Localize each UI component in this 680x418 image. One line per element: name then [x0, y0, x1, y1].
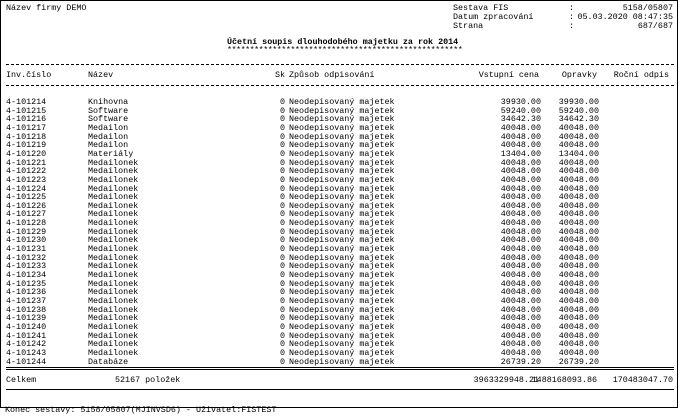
- row-nazev: Medailonek: [88, 174, 139, 185]
- row-opravky: 40048.00: [558, 174, 599, 185]
- row-sk: 0: [280, 166, 286, 177]
- row-inv-cislo: 4-101217: [6, 122, 47, 133]
- row-zpusob: Neodepisovaný majetek: [289, 321, 395, 332]
- header-rule-top: [6, 64, 674, 65]
- row-zpusob: Neodepisovaný majetek: [289, 131, 395, 142]
- row-sk: 0: [280, 356, 286, 367]
- row-opravky: 40048.00: [558, 200, 599, 211]
- row-opravky: 39930.00: [558, 97, 599, 107]
- row-vstupni-cena: 13404.00: [500, 148, 541, 159]
- row-zpusob: Neodepisovaný majetek: [289, 356, 395, 367]
- row-vstupni-cena: 34642.30: [500, 114, 541, 125]
- row-inv-cislo: 4-101219: [6, 140, 47, 151]
- row-inv-cislo: 4-101226: [6, 200, 47, 211]
- row-vstupni-cena: 40048.00: [500, 321, 541, 332]
- row-inv-cislo: 4-101244: [6, 356, 47, 367]
- row-sk: 0: [280, 218, 286, 229]
- row-inv-cislo: 4-101229: [6, 226, 47, 237]
- row-nazev: Materiály: [88, 148, 134, 159]
- row-nazev: Medailonek: [88, 287, 139, 298]
- row-sk: 0: [280, 304, 286, 315]
- row-sk: 0: [280, 97, 286, 107]
- row-vstupni-cena: 40048.00: [500, 166, 541, 177]
- row-inv-cislo: 4-101216: [6, 114, 47, 125]
- row-opravky: 40048.00: [558, 122, 599, 133]
- row-zpusob: Neodepisovaný majetek: [289, 183, 395, 194]
- col-zpusob: Způsob odpisování: [289, 70, 375, 80]
- row-inv-cislo: 4-101222: [6, 166, 47, 177]
- row-nazev: Medailonek: [88, 339, 139, 350]
- row-zpusob: Neodepisovaný majetek: [289, 270, 395, 280]
- row-sk: 0: [280, 131, 286, 142]
- row-opravky: 40048.00: [558, 166, 599, 177]
- row-sk: 0: [280, 321, 286, 332]
- row-opravky: 26739.20: [558, 356, 599, 367]
- row-zpusob: Neodepisovaný majetek: [289, 166, 395, 177]
- row-nazev: Medailonek: [88, 252, 139, 263]
- row-nazev: Medailonek: [88, 226, 139, 237]
- row-inv-cislo: 4-101234: [6, 270, 47, 280]
- row-inv-cislo: 4-101218: [6, 131, 47, 142]
- row-inv-cislo: 4-101243: [6, 347, 47, 358]
- row-sk: 0: [280, 252, 286, 263]
- row-vstupni-cena: 40048.00: [500, 347, 541, 358]
- row-inv-cislo: 4-101236: [6, 287, 47, 298]
- row-inv-cislo: 4-101230: [6, 235, 47, 246]
- row-sk: 0: [280, 114, 286, 125]
- row-inv-cislo: 4-101235: [6, 278, 47, 289]
- info-value-date: 05.03.2020 08:47:35: [577, 12, 673, 22]
- row-zpusob: Neodepisovaný majetek: [289, 209, 395, 220]
- totals-rule-bottom: [6, 389, 674, 390]
- row-zpusob: Neodepisovaný majetek: [289, 330, 395, 341]
- row-nazev: Knihovna: [88, 97, 129, 107]
- row-opravky: 40048.00: [558, 244, 599, 255]
- row-opravky: 40048.00: [558, 295, 599, 306]
- row-sk: 0: [280, 183, 286, 194]
- row-zpusob: Neodepisovaný majetek: [289, 347, 395, 358]
- row-vstupni-cena: 40048.00: [500, 122, 541, 133]
- row-zpusob: Neodepisovaný majetek: [289, 140, 395, 151]
- row-zpusob: Neodepisovaný majetek: [289, 122, 395, 133]
- row-sk: 0: [280, 287, 286, 298]
- row-opravky: 40048.00: [558, 235, 599, 246]
- company-name: Název firmy DEMO: [6, 3, 87, 13]
- row-nazev: Medailonek: [88, 218, 139, 229]
- totals-vstupni-cena: 3963329948.21: [473, 375, 539, 385]
- row-vstupni-cena: 40048.00: [500, 192, 541, 203]
- row-sk: 0: [280, 261, 286, 272]
- row-vstupni-cena: 40048.00: [500, 261, 541, 272]
- row-vstupni-cena: 40048.00: [500, 140, 541, 151]
- info-sep-date: :: [569, 12, 575, 22]
- row-zpusob: Neodepisovaný majetek: [289, 339, 395, 350]
- row-zpusob: Neodepisovaný majetek: [289, 313, 395, 324]
- col-inv-cislo: Inv.číslo: [6, 70, 52, 80]
- row-vstupni-cena: 40048.00: [500, 252, 541, 263]
- row-opravky: 40048.00: [558, 131, 599, 142]
- row-opravky: 40048.00: [558, 278, 599, 289]
- row-sk: 0: [280, 278, 286, 289]
- row-sk: 0: [280, 148, 286, 159]
- row-opravky: 40048.00: [558, 347, 599, 358]
- row-opravky: 40048.00: [558, 270, 599, 280]
- row-vstupni-cena: 40048.00: [500, 209, 541, 220]
- row-inv-cislo: 4-101232: [6, 252, 47, 263]
- row-vstupni-cena: 40048.00: [500, 295, 541, 306]
- row-sk: 0: [280, 313, 286, 324]
- info-value-page: 687/687: [637, 21, 673, 31]
- row-sk: 0: [280, 270, 286, 280]
- totals-count: 52167 položek: [115, 375, 181, 385]
- row-opravky: 13404.00: [558, 148, 599, 159]
- row-nazev: Medailonek: [88, 270, 139, 280]
- row-sk: 0: [280, 330, 286, 341]
- row-sk: 0: [280, 200, 286, 211]
- row-nazev: Medailonek: [88, 313, 139, 324]
- row-opravky: 40048.00: [558, 304, 599, 315]
- row-zpusob: Neodepisovaný majetek: [289, 304, 395, 315]
- row-zpusob: Neodepisovaný majetek: [289, 157, 395, 168]
- row-zpusob: Neodepisovaný majetek: [289, 200, 395, 211]
- row-vstupni-cena: 40048.00: [500, 330, 541, 341]
- row-vstupni-cena: 39930.00: [500, 97, 541, 107]
- table-row: [1, 358, 679, 367]
- row-vstupni-cena: 40048.00: [500, 200, 541, 211]
- col-vstupni-cena: Vstupní cena: [478, 70, 539, 80]
- row-vstupni-cena: 40048.00: [500, 218, 541, 229]
- row-nazev: Software: [88, 105, 129, 116]
- col-rocni-odpis: Roční odpis: [613, 70, 669, 80]
- row-zpusob: Neodepisovaný majetek: [289, 97, 395, 107]
- row-nazev: Medailonek: [88, 209, 139, 220]
- row-nazev: Medailonek: [88, 304, 139, 315]
- row-opravky: 59240.00: [558, 105, 599, 116]
- row-zpusob: Neodepisovaný majetek: [289, 105, 395, 116]
- row-vstupni-cena: 40048.00: [500, 339, 541, 350]
- row-inv-cislo: 4-101223: [6, 174, 47, 185]
- row-zpusob: Neodepisovaný majetek: [289, 252, 395, 263]
- row-vstupni-cena: 40048.00: [500, 278, 541, 289]
- row-vstupni-cena: 59240.00: [500, 105, 541, 116]
- row-opravky: 40048.00: [558, 313, 599, 324]
- row-nazev: Medailonek: [88, 235, 139, 246]
- col-opravky: Opravky: [561, 70, 597, 80]
- row-nazev: Medailon: [88, 122, 129, 133]
- row-sk: 0: [280, 157, 286, 168]
- row-vstupni-cena: 40048.00: [500, 131, 541, 142]
- row-inv-cislo: 4-101227: [6, 209, 47, 220]
- row-sk: 0: [280, 244, 286, 255]
- col-sk: Sk: [275, 70, 286, 80]
- report-end-note: Konec sestavy: 5158/05807(MJINVSD6) - Uživatel:FISTEST: [5, 405, 277, 415]
- row-nazev: Medailonek: [88, 157, 139, 168]
- row-zpusob: Neodepisovaný majetek: [289, 218, 395, 229]
- row-nazev: Medailonek: [88, 347, 139, 358]
- row-zpusob: Neodepisovaný majetek: [289, 148, 395, 159]
- info-value-report: 5158/05807: [622, 3, 673, 13]
- row-nazev: Medailonek: [88, 261, 139, 272]
- row-zpusob: Neodepisovaný majetek: [289, 192, 395, 203]
- row-opravky: 34642.30: [558, 114, 599, 125]
- row-nazev: Medailonek: [88, 192, 139, 203]
- col-nazev: Název: [88, 70, 114, 80]
- row-nazev: Medailonek: [88, 278, 139, 289]
- row-inv-cislo: 4-101220: [6, 148, 47, 159]
- row-sk: 0: [280, 174, 286, 185]
- row-nazev: Medailon: [88, 140, 129, 151]
- row-opravky: 40048.00: [558, 339, 599, 350]
- info-label-page: Strana: [453, 21, 484, 31]
- row-sk: 0: [280, 235, 286, 246]
- row-nazev: Medailonek: [88, 166, 139, 177]
- row-opravky: 40048.00: [558, 321, 599, 332]
- row-inv-cislo: 4-101215: [6, 105, 47, 116]
- row-zpusob: Neodepisovaný majetek: [289, 295, 395, 306]
- totals-label: Celkem: [6, 375, 37, 385]
- row-opravky: 40048.00: [558, 183, 599, 194]
- row-vstupni-cena: 40048.00: [500, 183, 541, 194]
- row-vstupni-cena: 40048.00: [500, 270, 541, 280]
- row-nazev: Medailonek: [88, 200, 139, 211]
- totals-rule: [6, 367, 674, 370]
- row-opravky: 40048.00: [558, 218, 599, 229]
- row-zpusob: Neodepisovaný majetek: [289, 235, 395, 246]
- row-sk: 0: [280, 122, 286, 133]
- row-sk: 0: [280, 339, 286, 350]
- row-opravky: 40048.00: [558, 157, 599, 168]
- row-sk: 0: [280, 192, 286, 203]
- row-sk: 0: [280, 105, 286, 116]
- row-zpusob: Neodepisovaný majetek: [289, 287, 395, 298]
- row-opravky: 40048.00: [558, 252, 599, 263]
- row-inv-cislo: 4-101231: [6, 244, 47, 255]
- header-rule-bottom: [6, 85, 674, 86]
- title-underline-stars: ****************************************************: [227, 45, 463, 55]
- row-vstupni-cena: 40048.00: [500, 287, 541, 298]
- row-inv-cislo: 4-101224: [6, 183, 47, 194]
- row-opravky: 40048.00: [558, 330, 599, 341]
- info-sep-page: :: [569, 21, 575, 31]
- row-inv-cislo: 4-101237: [6, 295, 47, 306]
- row-zpusob: Neodepisovaný majetek: [289, 261, 395, 272]
- row-zpusob: Neodepisovaný majetek: [289, 226, 395, 237]
- totals-rocni-odpis: 170483047.70: [612, 375, 673, 385]
- row-zpusob: Neodepisovaný majetek: [289, 114, 395, 125]
- row-nazev: Medailon: [88, 131, 129, 142]
- row-vstupni-cena: 40048.00: [500, 304, 541, 315]
- row-zpusob: Neodepisovaný majetek: [289, 278, 395, 289]
- row-vstupni-cena: 26739.20: [500, 356, 541, 367]
- row-nazev: Databáze: [88, 356, 129, 367]
- row-nazev: Medailonek: [88, 295, 139, 306]
- row-nazev: Medailonek: [88, 321, 139, 332]
- row-sk: 0: [280, 209, 286, 220]
- row-inv-cislo: 4-101239: [6, 313, 47, 324]
- report-title: Účetní soupis dlouhodobého majetku za rok 2014: [227, 37, 459, 47]
- info-sep-report: :: [569, 3, 575, 13]
- row-opravky: 40048.00: [558, 192, 599, 203]
- row-inv-cislo: 4-101240: [6, 321, 47, 332]
- row-inv-cislo: 4-101238: [6, 304, 47, 315]
- row-opravky: 40048.00: [558, 226, 599, 237]
- row-inv-cislo: 4-101242: [6, 339, 47, 350]
- row-nazev: Medailonek: [88, 330, 139, 341]
- row-opravky: 40048.00: [558, 209, 599, 220]
- row-vstupni-cena: 40048.00: [500, 244, 541, 255]
- row-vstupni-cena: 40048.00: [500, 313, 541, 324]
- row-zpusob: Neodepisovaný majetek: [289, 174, 395, 185]
- row-zpusob: Neodepisovaný majetek: [289, 244, 395, 255]
- totals-opravky: 1488168093.86: [531, 375, 597, 385]
- info-label-date: Datum zpracování: [453, 12, 534, 22]
- row-vstupni-cena: 40048.00: [500, 157, 541, 168]
- row-opravky: 40048.00: [558, 287, 599, 298]
- row-sk: 0: [280, 295, 286, 306]
- row-sk: 0: [280, 140, 286, 151]
- row-sk: 0: [280, 226, 286, 237]
- row-opravky: 40048.00: [558, 261, 599, 272]
- row-vstupni-cena: 40048.00: [500, 174, 541, 185]
- row-inv-cislo: 4-101241: [6, 330, 47, 341]
- row-nazev: Software: [88, 114, 129, 125]
- row-inv-cislo: 4-101221: [6, 157, 47, 168]
- row-inv-cislo: 4-101233: [6, 261, 47, 272]
- row-nazev: Medailonek: [88, 244, 139, 255]
- row-inv-cislo: 4-101214: [6, 97, 47, 107]
- row-sk: 0: [280, 347, 286, 358]
- row-opravky: 40048.00: [558, 140, 599, 151]
- row-inv-cislo: 4-101228: [6, 218, 47, 229]
- row-inv-cislo: 4-101225: [6, 192, 47, 203]
- row-vstupni-cena: 40048.00: [500, 226, 541, 237]
- info-label-report: Sestava FIS: [453, 3, 509, 13]
- row-nazev: Medailonek: [88, 183, 139, 194]
- row-vstupni-cena: 40048.00: [500, 235, 541, 246]
